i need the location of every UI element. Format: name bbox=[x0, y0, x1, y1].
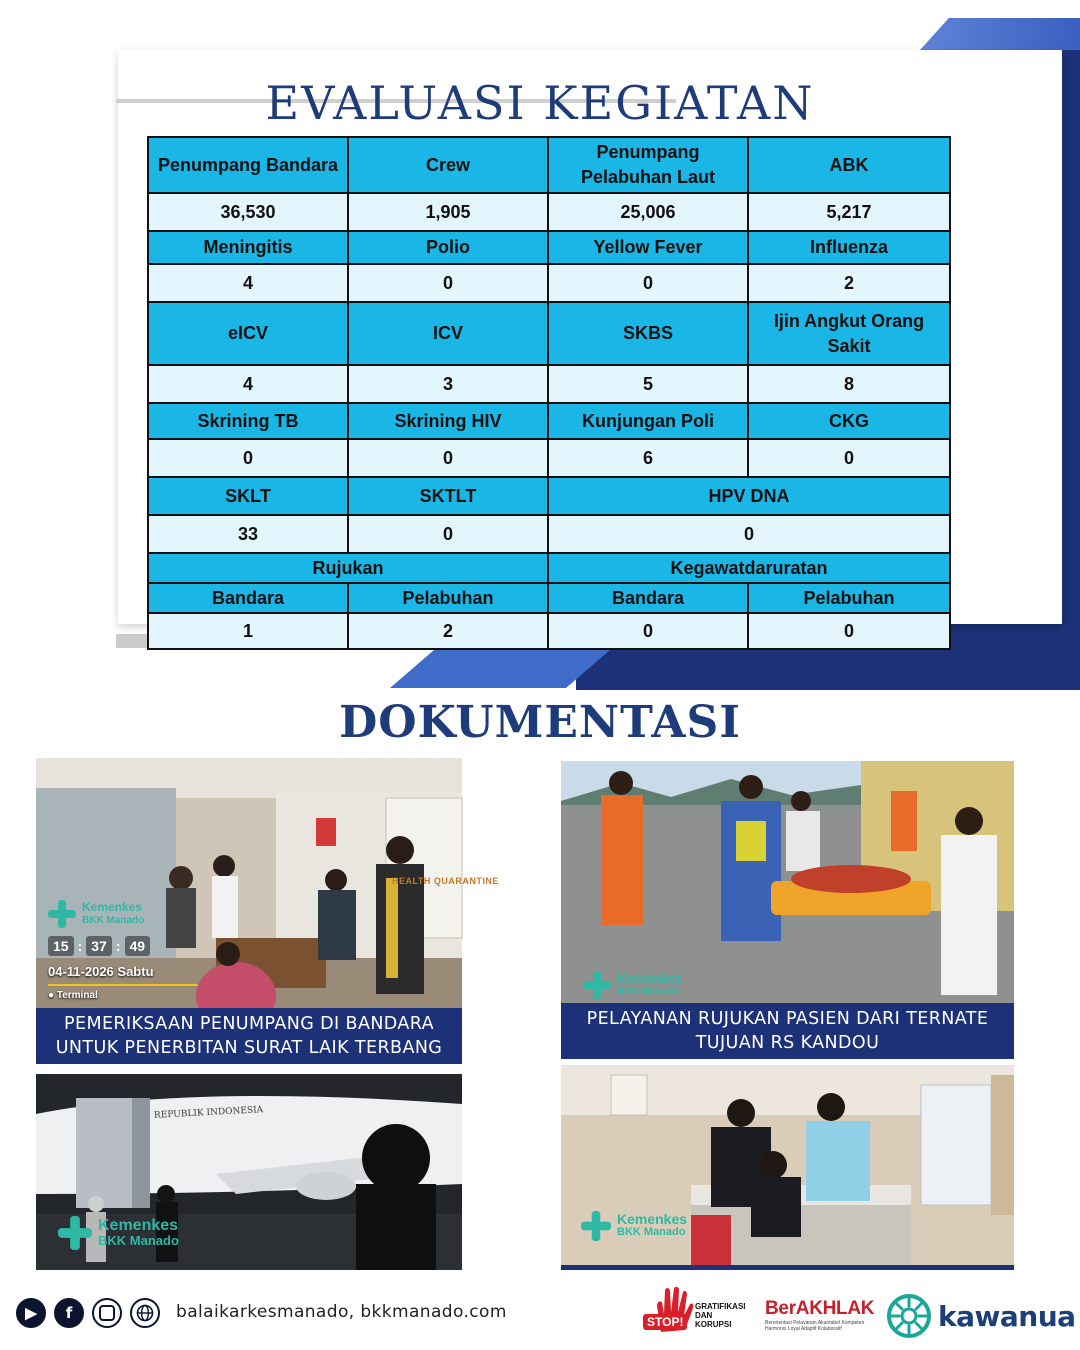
watermark-brand: Kemenkes bbox=[98, 1217, 179, 1234]
table-row bbox=[148, 231, 950, 264]
kawanua-emblem-icon bbox=[886, 1293, 932, 1339]
value-cell: 8 bbox=[748, 365, 950, 403]
kemenkes-watermark bbox=[48, 900, 144, 928]
top-right-accent bbox=[920, 18, 1080, 50]
value-cell: 1 bbox=[148, 613, 348, 649]
value-cell: 0 bbox=[348, 439, 548, 477]
stop-line: KORUPSI bbox=[695, 1320, 732, 1329]
header-cell: Polio bbox=[348, 231, 548, 264]
value-cell: 36,530 bbox=[148, 193, 348, 231]
clock-seconds: 49 bbox=[125, 936, 151, 956]
watermark-sub: BKK Manado bbox=[617, 1226, 686, 1238]
clock-minutes: 37 bbox=[86, 936, 112, 956]
instagram-icon[interactable] bbox=[92, 1298, 122, 1328]
kemenkes-logo-icon bbox=[58, 1216, 92, 1250]
header-cell: ICV bbox=[348, 302, 548, 365]
header-cell: Skrining HIV bbox=[348, 403, 548, 439]
value-cell: 2 bbox=[348, 613, 548, 649]
kemenkes-logo-icon bbox=[583, 971, 611, 999]
aircraft-livery-text: REPUBLIK INDONESIA bbox=[153, 1105, 264, 1121]
table-row bbox=[148, 403, 950, 439]
evaluation-table bbox=[147, 136, 951, 650]
kemenkes-watermark bbox=[58, 1216, 179, 1250]
documentation-title: DOKUMENTASI bbox=[339, 697, 741, 748]
header-cell: ABK bbox=[748, 137, 950, 193]
value-cell: 4 bbox=[148, 264, 348, 302]
header-cell: Penumpang Pelabuhan Laut bbox=[548, 137, 748, 193]
header-cell: Meningitis bbox=[148, 231, 348, 264]
photo-service-desk bbox=[561, 1065, 1014, 1270]
header-cell: Bandara bbox=[148, 583, 348, 613]
watermark-sub: BKK Manado bbox=[617, 986, 680, 997]
value-cell: 33 bbox=[148, 515, 348, 553]
header-cell: Ijin Angkut Orang Sakit bbox=[748, 302, 950, 365]
group-header-cell: Kegawatdaruratan bbox=[548, 553, 950, 583]
header-cell: eICV bbox=[148, 302, 348, 365]
value-cell: 0 bbox=[748, 613, 950, 649]
table-row bbox=[148, 365, 950, 403]
table-row bbox=[148, 302, 950, 365]
header-cell: CKG bbox=[748, 403, 950, 439]
header-cell: Bandara bbox=[548, 583, 748, 613]
value-cell: 0 bbox=[548, 515, 950, 553]
globe-icon[interactable] bbox=[130, 1298, 160, 1328]
header-cell: Pelabuhan bbox=[348, 583, 548, 613]
kawanua-logo bbox=[886, 1293, 1076, 1339]
stop-text: STOP! bbox=[643, 1314, 687, 1330]
header-cell: SKLT bbox=[148, 477, 348, 515]
header-cell: Skrining TB bbox=[148, 403, 348, 439]
stop-line: DAN bbox=[695, 1311, 713, 1320]
table-row bbox=[148, 553, 950, 583]
photo-caption: PEMERIKSAAN PENUMPANG DI BANDARA UNTUK PENERBITAN SURAT LAIK TERBANG bbox=[36, 1008, 462, 1064]
photo-airport-examination bbox=[36, 758, 499, 1064]
value-cell: 0 bbox=[348, 515, 548, 553]
table-row bbox=[148, 477, 950, 515]
watermark-sub: BKK Manado bbox=[98, 1233, 179, 1248]
footer bbox=[0, 1290, 1080, 1350]
stop-gratification-logo bbox=[643, 1284, 753, 1342]
berakhlak-name: BerAKHLAK bbox=[765, 1298, 875, 1319]
table-row bbox=[148, 193, 950, 231]
group-header-cell: Rujukan bbox=[148, 553, 548, 583]
table-row bbox=[148, 264, 950, 302]
value-cell: 0 bbox=[548, 264, 748, 302]
location-pin-icon: ● bbox=[48, 990, 55, 1001]
watermark-brand: Kemenkes bbox=[617, 1211, 688, 1227]
value-cell: 0 bbox=[148, 439, 348, 477]
value-cell: 2 bbox=[748, 264, 950, 302]
kawanua-name: kawanua bbox=[938, 1299, 1076, 1333]
photo-patient-referral bbox=[561, 761, 1014, 1059]
header-cell: HPV DNA bbox=[548, 477, 950, 515]
timestamp-clock: 15 : 37 : 49 bbox=[48, 936, 150, 956]
header-cell: Penumpang Bandara bbox=[148, 137, 348, 193]
website-links[interactable]: balaikarkesmanado, bkkmanado.com bbox=[176, 1302, 507, 1322]
value-cell: 1,905 bbox=[348, 193, 548, 231]
header-cell: Crew bbox=[348, 137, 548, 193]
kemenkes-logo-icon bbox=[581, 1211, 611, 1241]
header-cell: SKTLT bbox=[348, 477, 548, 515]
kemenkes-logo-icon bbox=[48, 900, 76, 928]
value-cell: 6 bbox=[548, 439, 748, 477]
facebook-icon[interactable]: f bbox=[54, 1298, 84, 1328]
location-text: Terminal bbox=[56, 990, 98, 1001]
header-cell: Influenza bbox=[748, 231, 950, 264]
kemenkes-watermark bbox=[581, 1211, 687, 1241]
value-cell: 5,217 bbox=[748, 193, 950, 231]
table-row bbox=[148, 439, 950, 477]
kemenkes-watermark bbox=[583, 971, 682, 999]
social-links bbox=[16, 1298, 160, 1328]
watermark-brand: Kemenkes bbox=[82, 900, 143, 914]
table-row bbox=[148, 613, 950, 649]
value-cell: 3 bbox=[348, 365, 548, 403]
berakhlak-tagline: Berorientasi Pelayanan Akuntabel Kompeten Harmonis Loyal Adaptif Kolaboratif bbox=[765, 1320, 865, 1332]
photo-aircraft-night bbox=[36, 1074, 462, 1270]
header-cell: Yellow Fever bbox=[548, 231, 748, 264]
youtube-icon[interactable]: ▶ bbox=[16, 1298, 46, 1328]
value-cell: 4 bbox=[148, 365, 348, 403]
value-cell: 0 bbox=[548, 613, 748, 649]
berakhlak-logo bbox=[765, 1298, 880, 1332]
date-underline bbox=[48, 984, 198, 986]
navy-bottom-strip bbox=[561, 1265, 1014, 1270]
value-cell: 0 bbox=[748, 439, 950, 477]
photo-caption: PELAYANAN RUJUKAN PASIEN DARI TERNATE TUJUAN RS KANDOU bbox=[561, 1003, 1014, 1059]
header-cell: SKBS bbox=[548, 302, 748, 365]
header-cell: Pelabuhan bbox=[748, 583, 950, 613]
timestamp-location bbox=[48, 990, 98, 1001]
header-cell: Kunjungan Poli bbox=[548, 403, 748, 439]
value-cell: 5 bbox=[548, 365, 748, 403]
table-row bbox=[148, 515, 950, 553]
evaluation-title: EVALUASI KEGIATAN bbox=[265, 76, 815, 130]
clock-hours: 15 bbox=[48, 936, 74, 956]
value-cell: 25,006 bbox=[548, 193, 748, 231]
table-row bbox=[148, 137, 950, 193]
wall-sign-text: HEALTH QUARANTINE bbox=[392, 876, 499, 886]
stop-subtext bbox=[695, 1302, 746, 1329]
watermark-sub: BKK Manado bbox=[82, 915, 145, 926]
watermark-brand: Kemenkes bbox=[617, 971, 683, 986]
value-cell: 0 bbox=[348, 264, 548, 302]
stop-line: GRATIFIKASI bbox=[695, 1302, 746, 1311]
table-row bbox=[148, 583, 950, 613]
timestamp-date: 04-11-2026 Sabtu bbox=[48, 964, 154, 979]
